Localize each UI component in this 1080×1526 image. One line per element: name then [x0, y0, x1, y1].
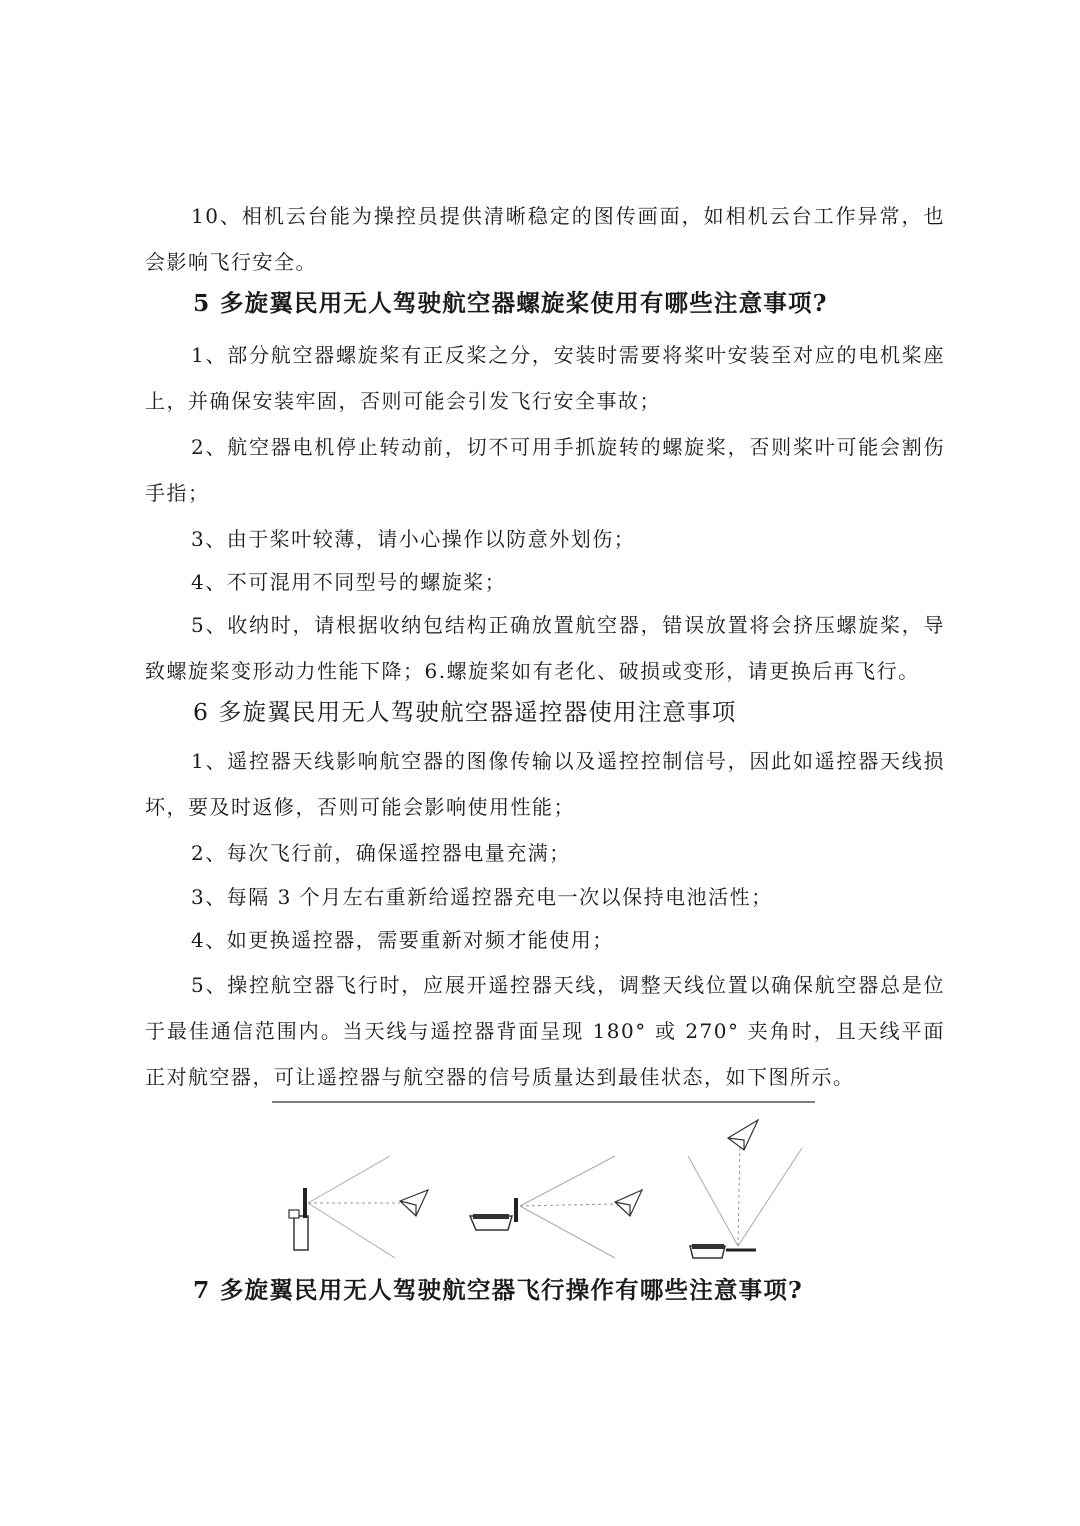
signal-centerline-icon: [520, 1204, 615, 1206]
section6-item-5: 5、操控航空器飞行时，应展开遥控器天线，调整天线位置以确保航空器总是位于最佳通信范围内。当天线与遥控器背面呈现 180° 或 270° 夹角时，且天线平面正对航空器，可让遥控器与航空器的信号质量达到最佳状态，如下图所示。: [145, 973, 945, 1089]
section5-item-5: 5、收纳时，请根据收纳包结构正确放置航空器，错误放置将会挤压螺旋桨，导致螺旋桨变形动力性能下降；6.螺旋桨如有老化、破损或变形，请更换后再飞行。: [145, 613, 945, 683]
section6-title: 6 多旋翼民用无人驾驶航空器遥控器使用注意事项: [193, 698, 737, 726]
remote-grip-icon: [289, 1210, 299, 1218]
section7-title: 7 多旋翼民用无人驾驶航空器飞行操作有哪些注意事项?: [193, 1276, 804, 1304]
item10-line1: 10、相机云台能为操控员提供清晰稳定的图传画面，如相机云台工作异常，也会: [145, 204, 945, 274]
signal-edge-icon: [520, 1156, 615, 1206]
section6-item-2: 2、每次飞行前，确保遥控器电量充满；: [191, 841, 571, 865]
remote-top-icon: [473, 1214, 509, 1219]
item10-line2: 影响飞行安全。: [166, 250, 317, 274]
signal-edge-icon: [520, 1206, 615, 1258]
antenna-orientation-figure: [270, 1098, 830, 1268]
section5-item-2: 2、航空器电机停止转动前，切不可用手抓旋转的螺旋桨，否则桨叶可能会割伤手指；: [145, 435, 945, 505]
signal-edge-icon: [308, 1156, 390, 1203]
remote-flat-antenna: [688, 1120, 802, 1258]
remote-top-icon: [692, 1244, 724, 1249]
section5-title: 5 多旋翼民用无人驾驶航空器螺旋桨使用有哪些注意事项?: [193, 289, 828, 317]
section5-item-3: 3、由于桨叶较薄，请小心操作以防意外划伤；: [191, 527, 636, 551]
remote-vertical-antenna: [289, 1156, 428, 1258]
section5-item-1: 1、部分航空器螺旋桨有正反桨之分，安装时需要将桨叶安装至对应的电机桨座上，并确保安装牢固，否则可能会引发飞行安全事故；: [145, 343, 945, 413]
signal-edge-icon: [688, 1156, 738, 1246]
paper-plane-icon: [615, 1190, 642, 1216]
remote-tilted-antenna: [470, 1156, 642, 1258]
signal-edge-icon: [738, 1148, 802, 1246]
remote-body-icon: [294, 1216, 308, 1250]
section5-item-4: 4、不可混用不同型号的螺旋桨；: [191, 570, 507, 594]
section6-item-3: 3、每隔 3 个月左右重新给遥控器充电一次以保持电池活性；: [191, 885, 773, 909]
paper-plane-icon: [400, 1190, 428, 1216]
paper-plane-icon: [728, 1120, 758, 1150]
signal-centerline-icon: [738, 1142, 740, 1246]
signal-edge-icon: [308, 1203, 395, 1258]
item10-paragraph: [145, 193, 945, 285]
section6-item-1: 1、遥控器天线影响航空器的图像传输以及遥控控制信号，因此如遥控器天线损坏，要及时返修，否则可能会影响使用性能；: [145, 749, 945, 819]
section6-item-4: 4、如更换遥控器，需要重新对频才能使用；: [191, 928, 614, 952]
